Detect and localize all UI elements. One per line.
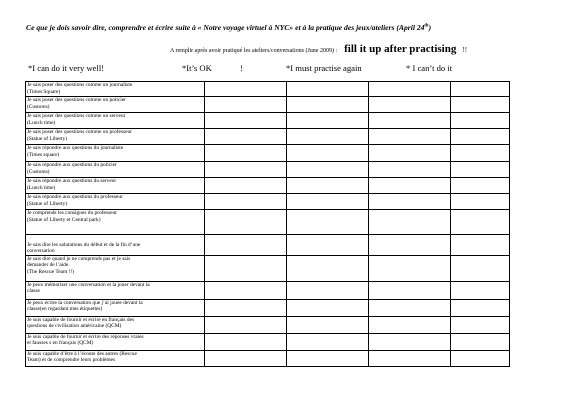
rating-cell-2[interactable] — [287, 145, 369, 162]
rating-cell-2[interactable] — [287, 350, 369, 366]
rating-cell-1[interactable] — [205, 255, 287, 281]
skill-text-line: (Times square) — [27, 151, 60, 158]
skill-cell — [26, 82, 205, 97]
table-row — [26, 97, 510, 113]
table-row — [26, 333, 510, 350]
skill-cell — [26, 162, 205, 178]
rating-cell-4[interactable] — [451, 316, 510, 333]
rating-cell-1[interactable] — [205, 299, 287, 316]
rating-cell-4[interactable] — [451, 145, 510, 162]
skill-text-line: demander de l’aide. — [27, 262, 70, 269]
skill-cell — [26, 316, 205, 333]
skill-text-line — [27, 235, 203, 242]
rating-cell-3[interactable] — [369, 113, 451, 129]
skill-text-line: classe(en regardant mes étiquettes) — [27, 306, 103, 313]
skill-text-line: Je sais répondre aux questions du professeur — [27, 194, 123, 200]
table-row — [26, 350, 510, 366]
skill-text-line: Je sais dire les salutations du début et de la fin d’une — [27, 241, 141, 248]
rating-cell-3[interactable] — [369, 299, 451, 316]
rating-cell-2[interactable] — [287, 178, 369, 194]
rating-cell-2[interactable] — [287, 316, 369, 333]
rating-cell-1[interactable] — [205, 333, 287, 350]
skill-cell — [26, 113, 205, 129]
table-row — [26, 235, 510, 256]
rating-cell-3[interactable] — [369, 145, 451, 162]
rating-cell-4[interactable] — [451, 113, 510, 129]
rating-cell-2[interactable] — [287, 299, 369, 316]
rating-cell-2[interactable] — [287, 113, 369, 129]
skill-cell — [26, 333, 205, 350]
rating-cell-4[interactable] — [451, 281, 510, 299]
skill-text-line: Je peux écrire la conversation que j’ai jouée devant la — [27, 299, 143, 306]
rating-cell-3[interactable] — [369, 210, 451, 235]
scale-exclamation: ! — [240, 63, 243, 73]
rating-cell-3[interactable] — [369, 162, 451, 178]
skill-text-line: Je suis capable d’être à l’écoute des autres (Rescue — [27, 350, 137, 357]
skill-cell — [26, 194, 205, 210]
title-text: Ce que je dois savoir dire, comprendre et écrire suite à « Notre voyage virtuel à NYC» et à la pratique des jeux/ateliers (April 24 — [26, 23, 425, 32]
rating-cell-4[interactable] — [451, 82, 510, 97]
table-row — [26, 281, 510, 299]
rating-cell-2[interactable] — [287, 333, 369, 350]
skill-text-line: Je sais poser des questions comme un serveur — [27, 113, 126, 119]
skill-text-line: (Statue of Liberty et Central park) — [27, 216, 101, 223]
skill-text-line: Je comprends les consignes du professeur — [27, 210, 117, 216]
skill-cell — [26, 281, 205, 299]
rating-cell-1[interactable] — [205, 281, 287, 299]
skill-text-line: Je sais poser des questions comme un journaliste — [27, 82, 133, 88]
rating-cell-4[interactable] — [451, 333, 510, 350]
skill-text-line: Je sais répondre aux questions du journaliste — [27, 145, 124, 151]
skill-text-line: Je sais répondre aux questions du serveur — [27, 178, 117, 184]
skill-cell — [26, 178, 205, 194]
scale-practise-again: *I must practise again — [286, 63, 362, 73]
table-row — [26, 255, 510, 281]
rating-cell-1[interactable] — [205, 129, 287, 145]
scale-ok: *It’s OK — [182, 63, 212, 73]
skill-cell — [26, 97, 205, 113]
table-row — [26, 194, 510, 210]
rating-cell-1[interactable] — [205, 178, 287, 194]
rating-cell-1[interactable] — [205, 316, 287, 333]
rating-cell-3[interactable] — [369, 194, 451, 210]
rating-cell-4[interactable] — [451, 299, 510, 316]
instruction-big: fill it up after practising — [344, 43, 457, 55]
rating-cell-2[interactable] — [287, 129, 369, 145]
rating-cell-3[interactable] — [369, 129, 451, 145]
rating-cell-2[interactable] — [287, 162, 369, 178]
scale-cant-do: * I can’t do it — [406, 63, 453, 73]
table-row — [26, 316, 510, 333]
title-superscript: th — [424, 23, 429, 29]
rating-cell-3[interactable] — [369, 350, 451, 366]
rating-cell-1[interactable] — [205, 82, 287, 97]
skill-text-line: Je suis capable de fournir et écrire en français des — [27, 316, 135, 323]
rating-cell-4[interactable] — [451, 210, 510, 235]
rating-cell-4[interactable] — [451, 194, 510, 210]
rating-cell-3[interactable] — [369, 235, 451, 256]
skill-text-line: Je peux mémoriser une conversation et la jouer devant la — [27, 281, 150, 288]
rating-cell-2[interactable] — [287, 194, 369, 210]
rating-cell-1[interactable] — [205, 210, 287, 235]
skill-text-line: (Lunch time) — [27, 184, 56, 191]
rating-cell-2[interactable] — [287, 82, 369, 97]
table-row — [26, 178, 510, 194]
page-title — [26, 23, 556, 32]
rating-cell-3[interactable] — [369, 97, 451, 113]
skill-text-line: (The Rescue Team !!) — [27, 268, 74, 275]
rating-cell-4[interactable] — [451, 97, 510, 113]
skill-text-line: Team) et de comprendre leurs problèmes — [27, 357, 116, 364]
rating-cell-4[interactable] — [451, 350, 510, 366]
rating-cell-3[interactable] — [369, 255, 451, 281]
skill-cell — [26, 145, 205, 162]
table-row — [26, 82, 510, 97]
instruction-small: A remplir après avoir pratiqué les ateliers/conversations (June 2009) : — [170, 48, 338, 54]
skill-text-line: et fausses s en français (QCM) — [27, 340, 94, 347]
skill-cell — [26, 235, 205, 256]
rating-cell-4[interactable] — [451, 129, 510, 145]
rating-cell-1[interactable] — [205, 162, 287, 178]
rating-cell-2[interactable] — [287, 235, 369, 256]
skill-text-line: (Statue of Liberty) — [27, 200, 68, 207]
instruction-exclamation: !! — [462, 46, 468, 54]
skill-text-line: (Customs) — [27, 168, 50, 175]
rating-cell-1[interactable] — [205, 194, 287, 210]
rating-cell-2[interactable] — [287, 281, 369, 299]
skill-cell — [26, 255, 205, 281]
table-row — [26, 299, 510, 316]
skill-cell — [26, 350, 205, 366]
rating-cell-3[interactable] — [369, 178, 451, 194]
skill-cell — [26, 299, 205, 316]
rating-cell-1[interactable] — [205, 97, 287, 113]
table-row — [26, 210, 510, 235]
skill-text-line: Je sais répondre aux questions du policier — [27, 162, 117, 168]
skill-text-line: questions de civilisation américaine (QCM) — [27, 323, 122, 330]
rating-cell-2[interactable] — [287, 255, 369, 281]
rating-cell-3[interactable] — [369, 281, 451, 299]
skill-text-line: classe — [27, 288, 40, 295]
table-row — [26, 129, 510, 145]
skill-text-line: Je sais poser des questions comme un policier — [27, 97, 126, 103]
skill-text-line: (Customs) — [27, 103, 50, 110]
skill-text-line: Je suis capable de fournir et écrire des réponses vraies — [27, 333, 144, 340]
rating-cell-1[interactable] — [205, 350, 287, 366]
table-row — [26, 162, 510, 178]
rating-cell-1[interactable] — [205, 235, 287, 256]
skill-text-line: Je sais dire quand je ne comprends pas et je sais — [27, 255, 131, 262]
title-end: ) — [428, 23, 432, 32]
skill-text-line: (Times Square) — [27, 88, 61, 95]
rating-cell-4[interactable] — [451, 255, 510, 281]
skill-cell — [26, 129, 205, 145]
rating-cell-4[interactable] — [451, 235, 510, 256]
skill-cell — [26, 210, 205, 235]
skill-text-line: (Statue of Liberty) — [27, 135, 68, 142]
skill-text-line: Je sais poser des questions comme un professeur — [27, 129, 132, 135]
skill-text-line: (Lunch time) — [27, 119, 56, 126]
rating-cell-2[interactable] — [287, 97, 369, 113]
skill-text-line: conversation — [27, 248, 55, 255]
rating-cell-3[interactable] — [369, 316, 451, 333]
rating-cell-4[interactable] — [451, 178, 510, 194]
table-row — [26, 145, 510, 162]
rating-cell-3[interactable] — [369, 333, 451, 350]
rating-cell-2[interactable] — [287, 210, 369, 235]
self-assessment-table — [25, 81, 510, 367]
table-row — [26, 113, 510, 129]
rating-cell-4[interactable] — [451, 162, 510, 178]
rating-cell-1[interactable] — [205, 113, 287, 129]
rating-cell-1[interactable] — [205, 145, 287, 162]
rating-cell-3[interactable] — [369, 82, 451, 97]
instruction-line — [170, 39, 467, 57]
scale-very-well: *I can do it very well! — [28, 63, 105, 73]
